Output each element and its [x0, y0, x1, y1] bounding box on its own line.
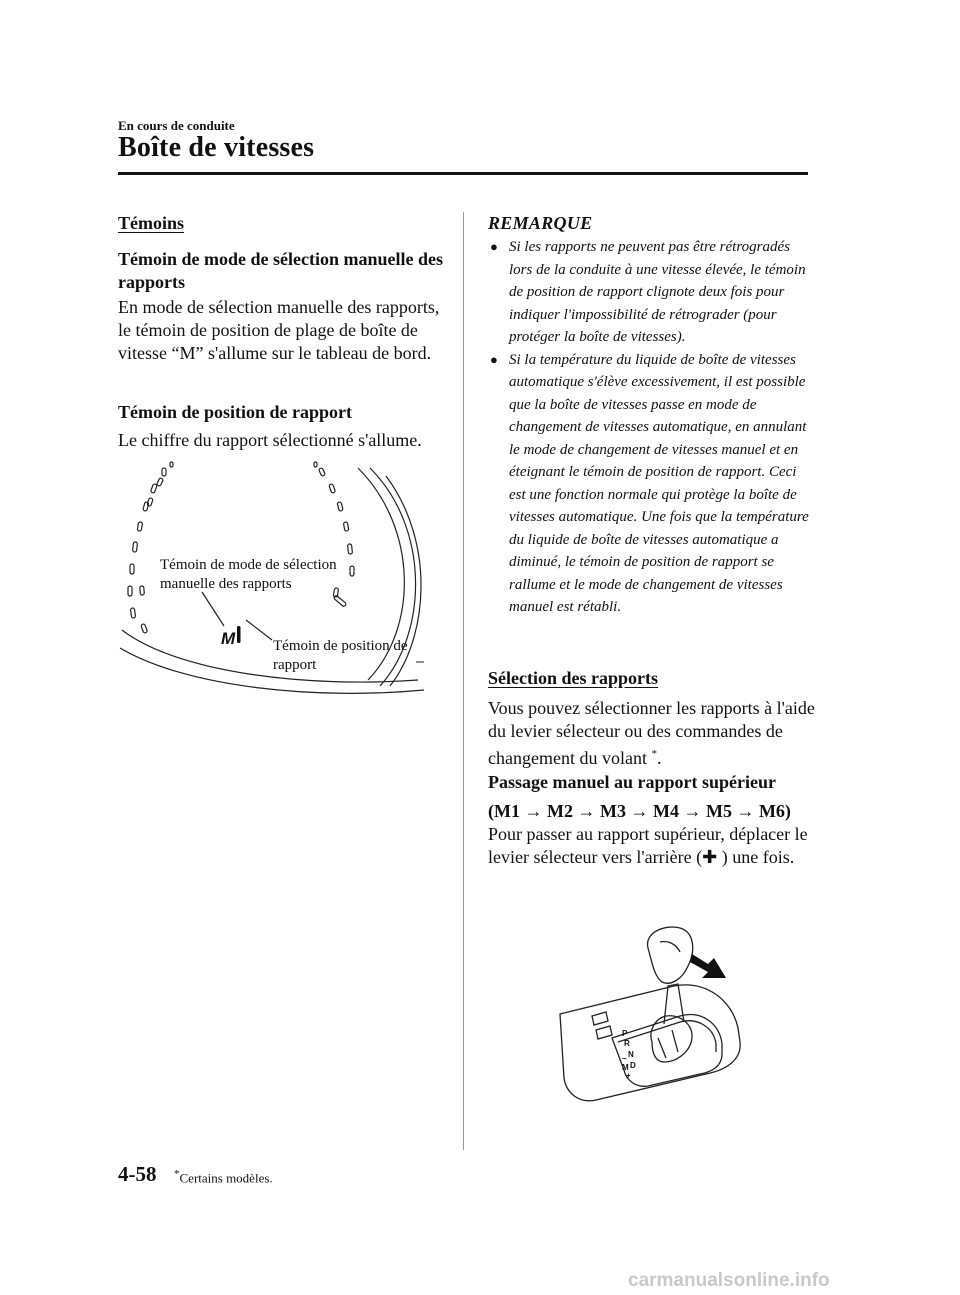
arrow-icon — [690, 954, 726, 978]
svg-text:−: − — [622, 1054, 627, 1063]
title-rule — [118, 172, 808, 175]
page-title: Boîte de vitesses — [118, 132, 315, 163]
svg-text:M: M — [622, 1063, 629, 1072]
remarque-title: REMARQUE — [488, 213, 593, 233]
svg-text:P: P — [622, 1029, 628, 1038]
paragraph-upshift: Pour passer au rapport supérieur, déplacer le levier sélecteur vers l'arrière (✚ ) une fois. — [488, 824, 808, 868]
remarque-item: ● Si la température du liquide de boîte de vitesses automatique s'élève excessivement, il est possible que la boîte de vitesses passe en mode de changement de vitesses automatique, en annulant le mode de changement de vitesses manuel et en éteignant le témoin de position de rapport. Ceci est une fonction normale qui protège la boîte de vitesses automatique. Une fois que la température du liquide de boîte de vitesses automatique a diminué, le témoin de position de rapport se rallume et le mode de changement de vitesses manuel est rétabli. — [488, 349, 813, 619]
paragraph-manual-mode: En mode de sélection manuelle des rapports, le témoin de position de plage de boîte de vitesse “M” s'allume sur le tableau de bord. — [118, 297, 440, 363]
section-label: En cours de conduite — [118, 118, 235, 133]
subheading-manual-mode: Témoin de mode de sélection manuelle des rapports — [118, 249, 443, 292]
bullet-icon: ● — [490, 239, 498, 254]
bullet-icon: ● — [490, 351, 498, 367]
svg-text:+: + — [626, 1071, 631, 1080]
watermark: carmanualsonline.info — [628, 1270, 830, 1291]
remarque-list — [488, 236, 813, 619]
plus-icon: ✚ — [702, 847, 718, 868]
caption-manual-mode: Témoin de mode de sélection manuelle des rapports — [160, 557, 337, 592]
svg-text:R: R — [624, 1039, 630, 1048]
paragraph-selection: Vous pouvez sélectionner les rapports à l'aide du levier sélecteur ou des commandes de changement du volant *. — [488, 698, 815, 768]
heading-selection: Sélection des rapports — [488, 668, 658, 688]
heading-temoins: Témoins — [118, 213, 185, 233]
caption-gear-position: Témoin de position de rapport — [273, 638, 408, 673]
column-divider — [463, 212, 464, 1150]
manual-mode-indicator: M — [221, 629, 236, 648]
subheading-upshift: Passage manuel au rapport supérieur — [488, 772, 776, 792]
gear-sequence: (M1 → M2 → M3 → M4 → M5 → M6) — [488, 801, 791, 821]
subheading-gear-position: Témoin de position de rapport — [118, 402, 353, 422]
paragraph-gear-position: Le chiffre du rapport sélectionné s'allume. — [118, 430, 422, 450]
svg-text:D: D — [630, 1061, 636, 1070]
svg-text:N: N — [628, 1050, 634, 1059]
footnote: *Certains modèles. — [174, 1168, 273, 1186]
remarque-item: ● Si les rapports ne peuvent pas être rétrogradés lors de la conduite à une vitesse élevée, le témoin de position de rapport clignote deux fois pour indiquer l'impossibilité de rétrograder (pour protéger la boîte de vitesses). — [488, 236, 813, 349]
page-number: 4-58 — [118, 1162, 157, 1186]
gear-position-indicator — [237, 626, 241, 643]
gear-selector-illustration — [556, 920, 746, 1106]
